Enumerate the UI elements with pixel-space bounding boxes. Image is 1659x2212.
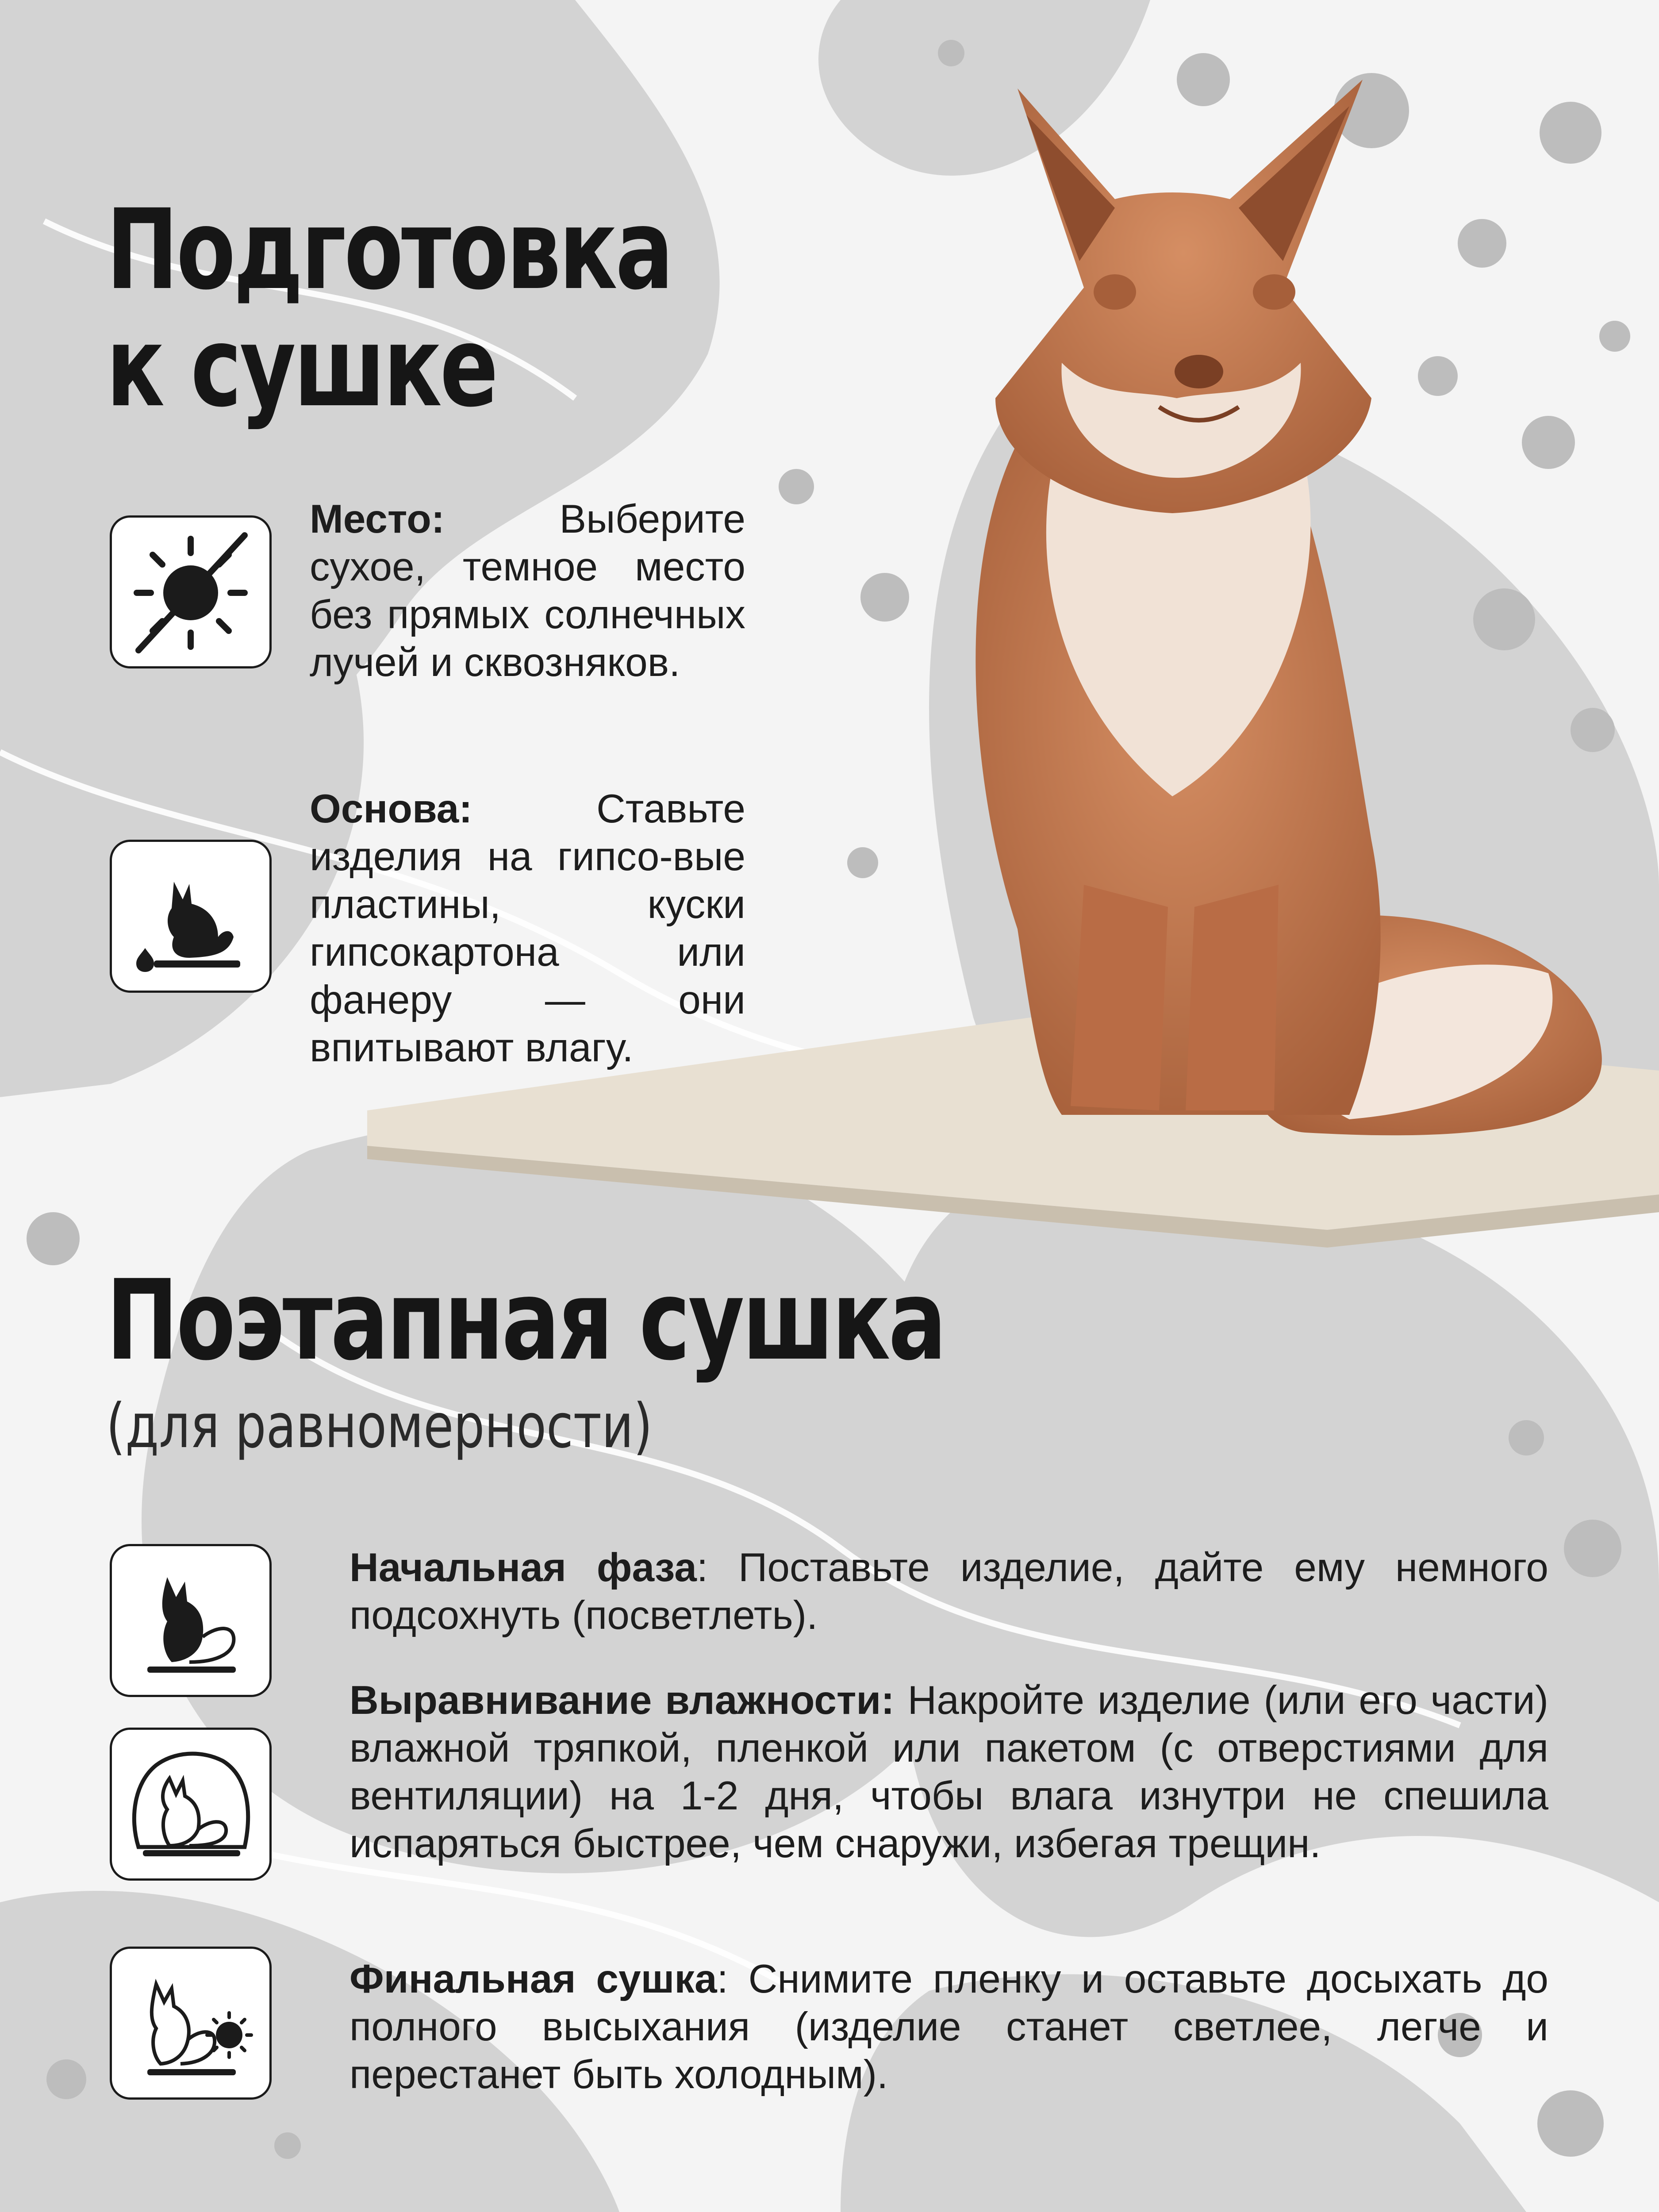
base-paragraph bbox=[310, 785, 745, 1072]
fox-half-dark-icon bbox=[112, 1546, 269, 1695]
stage-initial-sep: : bbox=[696, 1545, 708, 1590]
fox-with-sun-icon-box bbox=[110, 1947, 272, 2100]
title-line-2: к сушке bbox=[106, 303, 496, 431]
stage-moisture-text: Накройте изделие (или его части) влажной тряпкой, пленкой или пакетом (с отверстиями для вентиляции) на 1-2 дня, чтобы влага изнутри не спешила испаряться быстрее, чем снаружи, избегая трещин. bbox=[349, 1678, 1549, 1866]
stage-final-paragraph bbox=[349, 1955, 1548, 2099]
place-label: Место: bbox=[310, 497, 445, 541]
title-line-1: Подготовка bbox=[106, 185, 672, 314]
stages-title: Поэтапная сушка bbox=[106, 1256, 945, 1385]
stage-initial-paragraph bbox=[349, 1544, 1548, 1640]
stage-initial-label: Начальная фаза bbox=[349, 1545, 697, 1590]
place-paragraph bbox=[310, 495, 745, 687]
fox-on-plate-icon bbox=[112, 842, 269, 991]
stage-moisture-label: Выравнивание влажности: bbox=[349, 1678, 895, 1723]
covered-fox-icon-box bbox=[110, 1728, 272, 1881]
place-text: Выберите сухое, темное место без прямых солнечных лучей и сквозняков. bbox=[310, 497, 745, 685]
no-sun-icon-box bbox=[110, 515, 272, 668]
stage-initial-text: Поставьте изделие, дайте ему немного подсохнуть (посветлеть). bbox=[349, 1545, 1548, 1638]
base-text: Ставьте изделия на гипсо-вые пластины, куски гипсокартона или фанеру — они впитывают влагу. bbox=[310, 787, 745, 1070]
fox-with-sun-icon bbox=[112, 1949, 269, 2097]
stage-final-label: Финальная сушка bbox=[349, 1957, 717, 2001]
no-sun-icon bbox=[112, 518, 269, 666]
covered-fox-icon bbox=[112, 1730, 269, 1878]
fox-on-plate-icon-box bbox=[110, 840, 272, 993]
base-label: Основа: bbox=[310, 787, 472, 831]
fox-half-dark-icon-box bbox=[110, 1544, 272, 1697]
stages-subtitle: (для равномерности) bbox=[106, 1390, 653, 1462]
stage-final-sep: : bbox=[717, 1957, 728, 2001]
stage-final-text: Снимите пленку и оставьте досыхать до полного высыхания (изделие станет светлее, легче и перестанет быть холодным). bbox=[349, 1957, 1548, 2097]
stage-moisture-paragraph bbox=[349, 1677, 1548, 1868]
